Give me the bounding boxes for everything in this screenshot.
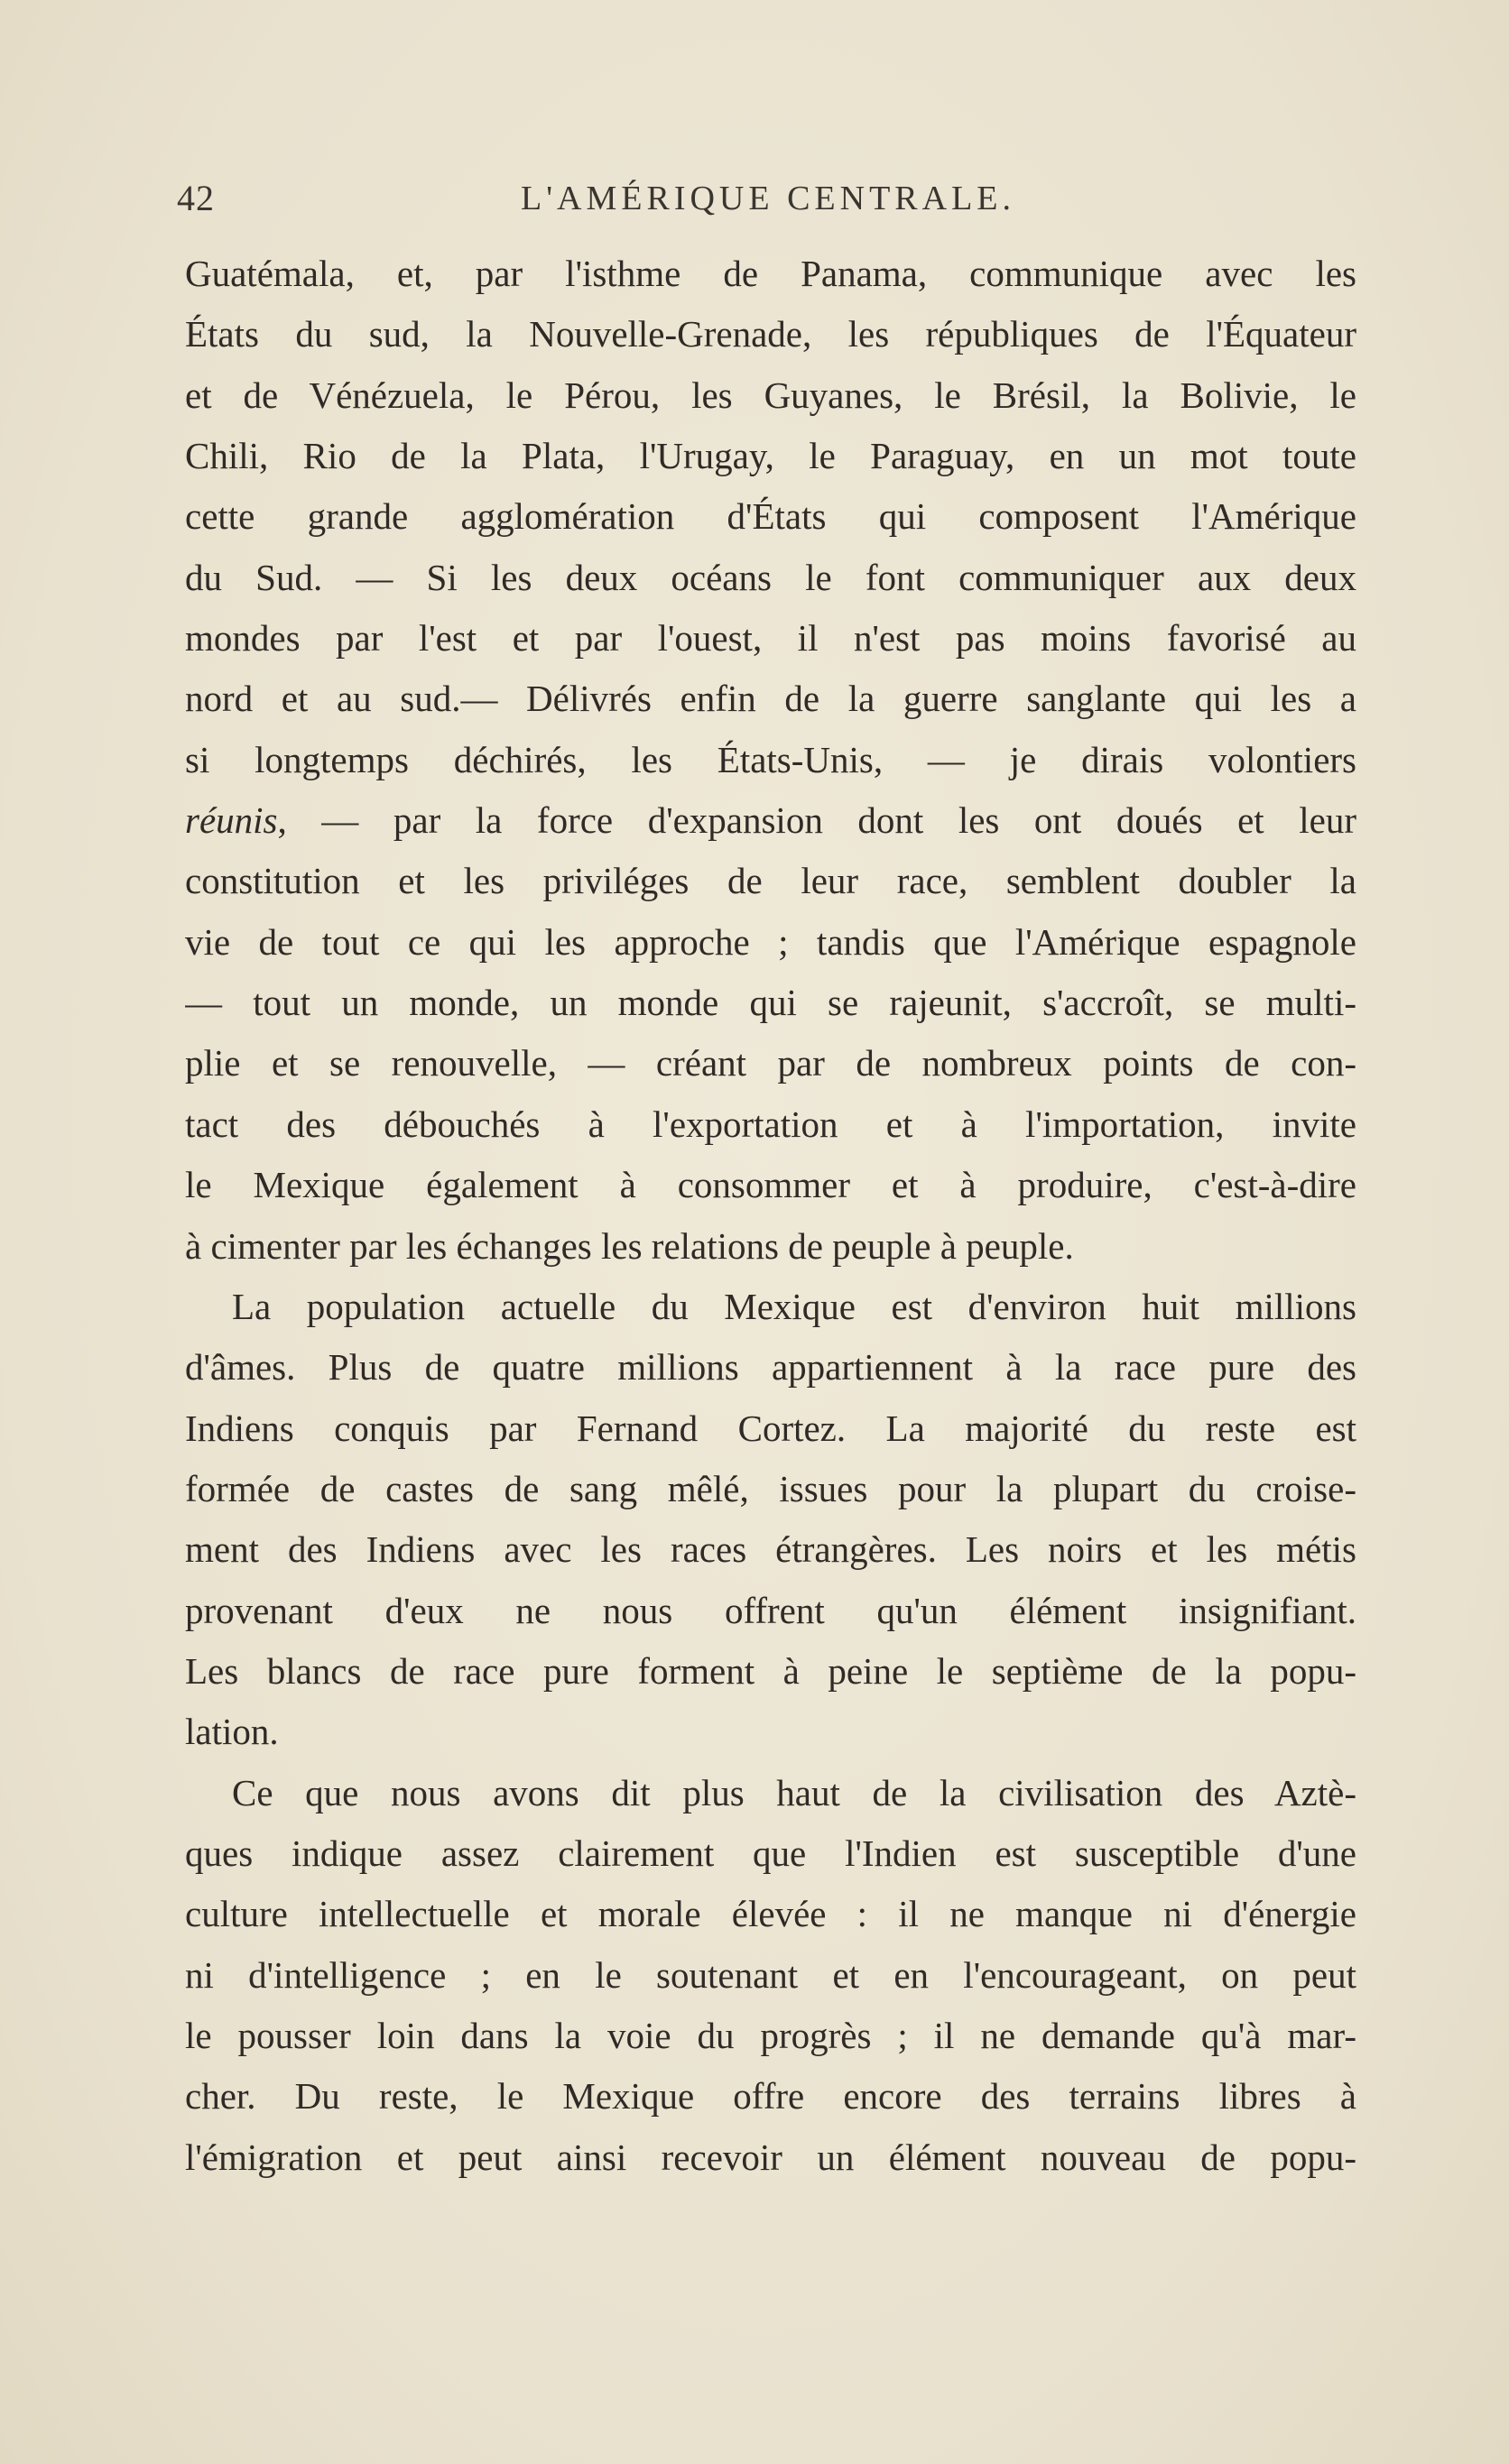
text-line: cette grande agglomération d'États qui composent l'Amérique bbox=[185, 495, 1356, 538]
text-line: le pousser loin dans la voie du progrès ; il ne demande qu'à mar- bbox=[185, 2014, 1356, 2056]
text-line: à cimenter par les échanges les relations de peuple à peuple. bbox=[185, 1224, 1074, 1267]
body-text bbox=[185, 244, 1356, 2188]
text-line: mondes par l'est et par l'ouest, il n'est pas moins favorisé au bbox=[185, 617, 1356, 660]
paragraph bbox=[185, 244, 1356, 1277]
text-line: plie et se renouvelle, — créant par de nombreux points de con- bbox=[185, 1042, 1356, 1084]
running-title: L'AMÉRIQUE CENTRALE. bbox=[520, 180, 1016, 217]
text-line: vie de tout ce qui les approche ; tandis que l'Amérique espagnole bbox=[185, 920, 1356, 963]
text-line: tact des débouchés à l'exportation et à l'importation, invite bbox=[185, 1103, 1356, 1145]
running-head bbox=[177, 177, 1359, 231]
text-line: d'âmes. Plus de quatre millions appartiennent à la race pure des bbox=[185, 1346, 1356, 1389]
text-line: Les blancs de race pure forment à peine le septième de la popu- bbox=[185, 1649, 1356, 1692]
paragraph bbox=[185, 1277, 1356, 1763]
paragraph bbox=[185, 1763, 1356, 2188]
text-line: constitution et les priviléges de leur race, semblent doubler la bbox=[185, 860, 1356, 902]
text-line: ni d'intelligence ; en le soutenant et en l'encourageant, on peut bbox=[185, 1953, 1356, 1996]
text-line: provenant d'eux ne nous offrent qu'un élément insignifiant. bbox=[185, 1589, 1356, 1631]
text-line: Ce que nous avons dit plus haut de la civilisation des Aztè- bbox=[232, 1771, 1356, 1813]
text-line: le Mexique également à consommer et à produire, c'est-à-dire bbox=[185, 1164, 1356, 1206]
text-line: réunis, — par la force d'expansion dont les ont doués et leur bbox=[185, 799, 1356, 842]
text-line: Guatémala, et, par l'isthme de Panama, communique avec les bbox=[185, 253, 1356, 294]
text-line: ques indique assez clairement que l'Indien est susceptible d'une bbox=[185, 1832, 1356, 1874]
text-line: si longtemps déchirés, les États-Unis, — je dirais volontiers bbox=[185, 738, 1356, 780]
text-line: Indiens conquis par Fernand Cortez. La majorité du reste est bbox=[185, 1407, 1356, 1449]
text-line: culture intellectuelle et morale élevée : il ne manque ni d'énergie bbox=[185, 1893, 1356, 1935]
text-line: formée de castes de sang mêlé, issues pour la plupart du croise- bbox=[185, 1467, 1356, 1509]
italic-word: réunis bbox=[185, 799, 278, 842]
text-line: ment des Indiens avec les races étrangères. Les noirs et les métis bbox=[185, 1528, 1356, 1571]
text-line: cher. Du reste, le Mexique offre encore des terrains libres à bbox=[185, 2075, 1356, 2118]
text-line: lation. bbox=[185, 1711, 279, 1753]
page-number: 42 bbox=[177, 178, 215, 218]
text-line: du Sud. — Si les deux océans le font communiquer aux deux bbox=[185, 556, 1356, 598]
text-line: Chili, Rio de la Plata, l'Urugay, le Paraguay, en un mot toute bbox=[185, 435, 1356, 477]
text-line: et de Vénézuela, le Pérou, les Guyanes, le Brésil, la Bolivie, le bbox=[185, 374, 1356, 416]
text-line: États du sud, la Nouvelle-Grenade, les républiques de l'Équateur bbox=[185, 313, 1356, 355]
text-line: nord et au sud.— Délivrés enfin de la guerre sanglante qui les a bbox=[185, 678, 1356, 720]
text-line: l'émigration et peut ainsi recevoir un élément nouveau de popu- bbox=[185, 2136, 1356, 2178]
text-line: La population actuelle du Mexique est d'environ huit millions bbox=[232, 1285, 1356, 1327]
text-line: — tout un monde, un monde qui se rajeunit, s'accroît, se multi- bbox=[185, 982, 1356, 1024]
